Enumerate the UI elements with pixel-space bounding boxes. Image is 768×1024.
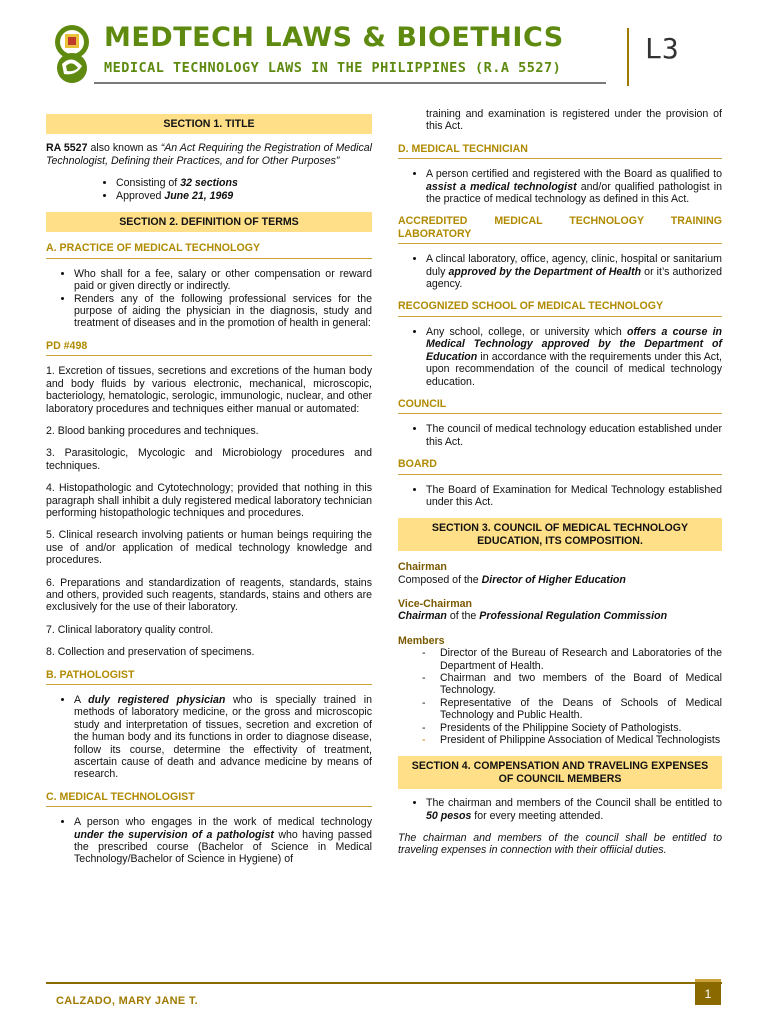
technician-list <box>398 168 722 205</box>
emphasis: Professional Regulation Commission <box>479 610 668 623</box>
members-list <box>398 647 722 746</box>
list-item <box>426 253 722 290</box>
ra-facts-list <box>46 177 372 202</box>
text: A person certified and registered with the Board as qualified to <box>426 168 722 181</box>
list-item: • The council of medical technology education established under this Act. <box>426 423 722 448</box>
page-number-accent <box>695 979 721 982</box>
list-item: - President of Philippine Association of Medical Technologists <box>422 734 722 746</box>
pd-item: 7. Clinical laboratory quality control. <box>46 623 214 636</box>
board-heading: BOARD <box>398 458 722 474</box>
text: A <box>74 694 89 706</box>
members-label: Members <box>398 634 445 647</box>
emphasis: 50 pesos <box>426 809 472 822</box>
header-vertical-divider <box>627 28 629 86</box>
text: and/or qualified pathologist in the practice of medical technology as defined in this Act. <box>426 180 722 206</box>
compensation-list <box>398 797 722 822</box>
emphasis: Chairman <box>398 610 447 623</box>
author-name: CALZADO, MARY JANE T. <box>56 995 198 1007</box>
pd-item: 5. Clinical research involving patients or human beings requiring the use of and/or application of medical technology knowledge and procedures. <box>46 529 372 567</box>
emphasis: duly registered physician <box>88 694 226 706</box>
accredited-lab-list <box>398 253 722 290</box>
list-item: - Director of the Bureau of Research and Laboratories of the Department of Health. <box>422 647 722 672</box>
text: of the <box>446 610 480 623</box>
emphasis: assist a medical technologist <box>426 180 577 193</box>
list-item <box>74 694 372 781</box>
text: who having passed the prescribed course (Bachelor of Science in Medical Technology/Bachelor of Science in Hygiene) of <box>74 828 372 866</box>
accredited-lab-heading: ACCREDITED MEDICAL TECHNOLOGY TRAINING LABORATORY <box>398 215 722 244</box>
emphasis: offers a course in Medical Technology approved by the Department of Education <box>426 325 722 363</box>
text: A person who engages in the work of medical technology <box>74 816 372 829</box>
list-item <box>426 168 722 205</box>
section-1-heading: SECTION 1. TITLE <box>46 114 372 134</box>
ra-intro <box>46 142 372 167</box>
vice-chairman-text <box>398 610 722 622</box>
pd-item: 2. Blood banking procedures and techniques. <box>46 424 259 437</box>
footer-divider <box>46 982 722 984</box>
emphasis: Director of Higher Education <box>481 573 626 586</box>
list-item: • Renders any of the following professional services for the purpose of aiding the physician in the diagnosis, study and treatment of diseases and in the promotion of health in general: <box>74 293 372 330</box>
list-item: - Presidents of the Philippine Society of Pathologists. <box>422 722 722 734</box>
list-item <box>426 797 722 822</box>
subsection-a-heading: A. PRACTICE OF MEDICAL TECHNOLOGY <box>46 242 372 258</box>
subsection-c-heading: C. MEDICAL TECHNOLOGIST <box>46 791 372 807</box>
text: The chairman and members of the Council shall be entitled to <box>426 797 722 810</box>
ra-text: also known as <box>87 142 161 155</box>
section-4-heading: SECTION 4. COMPENSATION AND TRAVELING EXPENSES OF COUNCIL MEMBERS <box>398 756 722 789</box>
traveling-expenses-note: The chairman and members of the council shall be entitled to traveling expenses in connection with their offiicial duties. <box>398 832 722 857</box>
council-heading: COUNCIL <box>398 398 722 414</box>
section-3-heading: SECTION 3. COUNCIL OF MEDICAL TECHNOLOGY EDUCATION, ITS COMPOSITION. <box>398 518 722 551</box>
pd-item: 1. Excretion of tissues, secretions and excretions of the human body and body fluids by various electronic, mechanical, microscopic, bacteriology, hematologic, serologic, immunologic, nuclear, and other laboratory procedures and techniques either manual or automated: <box>46 365 372 415</box>
subsection-b-heading: B. PATHOLOGIST <box>46 669 372 685</box>
list-item <box>116 177 372 189</box>
fact-value: 32 sections <box>180 177 238 190</box>
header-divider <box>94 82 606 84</box>
pd-heading: PD #498 <box>46 340 372 356</box>
page-header <box>0 0 768 100</box>
council-list <box>398 423 722 448</box>
pd-item: 4. Histopathologic and Cytotechnology; provided that nothing in this paragraph shall inhibit a duly registered medical laboratory technician performing histopathologic techniques and procedures. <box>46 482 372 519</box>
left-column <box>46 108 372 876</box>
section-2-heading: SECTION 2. DEFINITION OF TERMS <box>46 212 372 232</box>
text: Any school, college, or university which <box>426 325 627 338</box>
list-item: • The Board of Examination for Medical Technology established under this Act. <box>426 484 722 509</box>
practice-list <box>46 268 372 330</box>
pd-item: 8. Collection and preservation of specimens. <box>46 646 255 659</box>
ra-full-title: “An Act Requiring the Registration of Medical Technologist, Defining their Practices, and for Other Purposes” <box>46 142 372 167</box>
vice-chairman-label: Vice-Chairman <box>398 597 472 610</box>
emphasis: under the supervision of a pathologist <box>74 828 274 841</box>
list-item: • Who shall for a fee, salary or other compensation or reward paid or given directly or indirectly. <box>74 268 372 293</box>
text: Composed of the <box>398 573 482 586</box>
pathologist-list <box>46 694 372 781</box>
ra-number: RA 5527 <box>46 142 88 155</box>
list-item <box>426 326 722 388</box>
document-title: MEDTECH LAWS & BIOETHICS <box>104 22 564 53</box>
list-item: - Representative of the Deans of Schools of Medical Technology and Public Health. <box>422 697 722 722</box>
pd-item: 6. Preparations and standardization of reagents, standards, stains and others, provided such reagents, standards, stains and others are exclusively for the use of their laboratory. <box>46 576 372 614</box>
medtech-list <box>46 816 372 866</box>
fact-value: June 21, 1969 <box>164 189 234 202</box>
document-subtitle: MEDICAL TECHNOLOGY LAWS IN THE PHILIPPINES (R.A 5527) <box>104 60 562 76</box>
list-item: - Chairman and two members of the Board of Medical Technology. <box>422 672 722 697</box>
fact-label: Consisting of <box>116 177 181 190</box>
lesson-number: L3 <box>645 32 679 65</box>
text: who is specially trained in methods of laboratory medicine, or the gross and microscopic study and interpretation of tissues, secretion and excretion of the human body and its functions in order to diagnose disease, follow its course, determine the effectivity of treatment, ascertain cause of death and advance medicine by means of research. <box>74 694 372 781</box>
list-item <box>116 190 372 202</box>
fact-label: Approved <box>116 189 165 202</box>
chairman-text <box>398 574 722 586</box>
page-number: 1 <box>695 983 721 1005</box>
chairman-label: Chairman <box>398 561 447 574</box>
text: for every meeting attended. <box>471 809 604 822</box>
emphasis: approved by the Department of Health <box>448 265 642 278</box>
text: or it’s authorized agency. <box>426 265 722 291</box>
text: A clincal laboratory, office, agency, clinic, hospital or sanitarium duly <box>426 253 722 278</box>
subsection-d-heading: D. MEDICAL TECHNICIAN <box>398 143 722 159</box>
recognized-school-heading: RECOGNIZED SCHOOL OF MEDICAL TECHNOLOGY <box>398 300 722 316</box>
recognized-school-list <box>398 326 722 388</box>
school-seal-logo-icon <box>50 24 94 84</box>
continued-text: training and examination is registered under the provision of this Act. <box>426 108 722 133</box>
pd-item: 3. Parasitologic, Mycologic and Microbiology procedures and techniques. <box>46 447 372 472</box>
board-list <box>398 484 722 509</box>
text: in accordance with the requirements under this Act, upon recommendation of the council of medical technology education. <box>426 350 722 388</box>
right-column <box>398 108 722 867</box>
list-item <box>74 816 372 866</box>
